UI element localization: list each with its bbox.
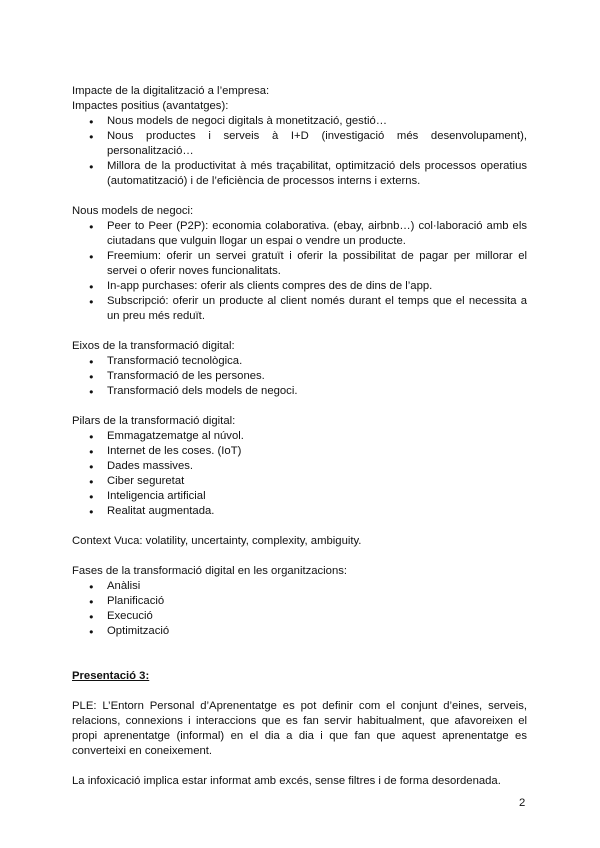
list-item: ● Peer to Peer (P2P): economia colaborativa. (ebay, airbnb…) col·laboració amb els ciutadans que vulguin llogar un espai o vendre un producte. [72, 219, 527, 249]
list-item: ● Dades massives. [72, 459, 527, 474]
section-title: Presentació 3: [72, 670, 150, 682]
eixos-heading: Eixos de la transformació digital: [72, 340, 235, 352]
impacte-list [72, 114, 527, 189]
ple-paragraph: PLE: L’Entorn Personal d’Aprenentatge es pot definir com el conjunt d’eines, serveis, relacions, connexions i interaccions que es fan servir habitualment, que afavoreixen el propi aprenentatge (informal) en el dia a dia i que fan que aquest aprenentatge es converteixi en coneixement. [72, 700, 527, 757]
list-item: ● Optimització [72, 624, 527, 639]
list-item: ● Transformació dels models de negoci. [72, 384, 527, 399]
vuca-context: Context Vuca: volatility, uncertainty, complexity, ambiguity. [72, 535, 362, 547]
infoxicacio-paragraph: La infoxicació implica estar informat amb excés, sense filtres i de forma desordenada. [72, 775, 501, 787]
list-item: ● Nous productes i serveis à I+D (investigació més desenvolupament), personalització… [72, 129, 527, 159]
list-item: ● Millora de la productivitat à més traçabilitat, optimització dels processos operatius (automatització) i de l’eficiència de processos interns i externs. [72, 159, 527, 189]
list-item: ● Emmagatzematge al núvol. [72, 429, 527, 444]
list-item: ● Ciber seguretat [72, 474, 527, 489]
list-item: ● Inteligencia artificial [72, 489, 527, 504]
eixos-list [72, 354, 527, 399]
list-item: ● Transformació de les persones. [72, 369, 527, 384]
list-item: ● Freemium: oferir un servei gratuït i oferir la possibilitat de pagar per millorar el servei o oferir noves funcionalitats. [72, 249, 527, 279]
pilars-list [72, 429, 527, 519]
models-list [72, 219, 527, 324]
fases-heading: Fases de la transformació digital en les organitzacions: [72, 565, 348, 577]
impacte-heading: Impacte de la digitalització a l’empresa: [72, 85, 270, 97]
pilars-heading: Pilars de la transformació digital: [72, 415, 236, 427]
list-item: ● Internet de les coses. (IoT) [72, 444, 527, 459]
list-item: ● Subscripció: oferir un producte al client només durant el temps que el necessita a un preu més reduït. [72, 294, 527, 324]
list-item: ● Transformació tecnològica. [72, 354, 527, 369]
document-page [72, 84, 527, 789]
list-item: ● Anàlisi [72, 579, 527, 594]
impacte-subheading: Impactes positius (avantatges): [72, 100, 229, 112]
list-item: ● Execució [72, 609, 527, 624]
fases-list [72, 579, 527, 639]
list-item: ● Nous models de negoci digitals à monetització, gestió… [72, 114, 527, 129]
page-number: 2 [519, 797, 526, 809]
list-item: ● Planificació [72, 594, 527, 609]
list-item: ● In-app purchases: oferir als clients compres des de dins de l’app. [72, 279, 527, 294]
models-heading: Nous models de negoci: [72, 205, 194, 217]
list-item: ● Realitat augmentada. [72, 504, 527, 519]
